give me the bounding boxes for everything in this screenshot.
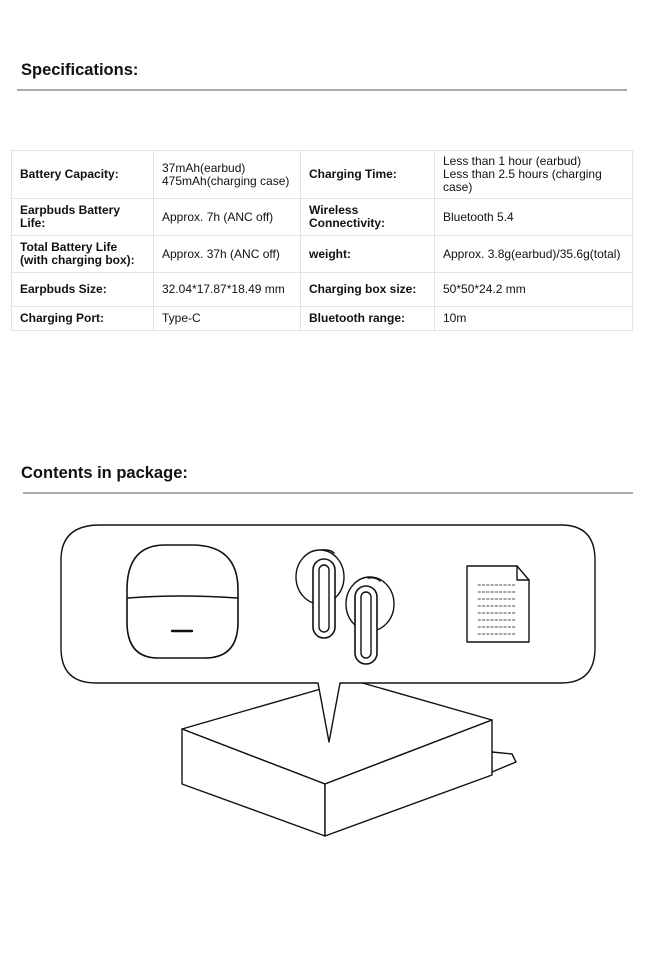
spec-value: Type-C <box>154 307 301 331</box>
spec-label: Bluetooth range: <box>301 307 435 331</box>
spec-label: Earpbuds Size: <box>12 273 154 307</box>
spec-label: weight: <box>301 236 435 273</box>
spec-label: Battery Capacity: <box>12 151 154 199</box>
spec-label: Wireless Connectivity: <box>301 199 435 236</box>
specifications-title: Specifications: <box>21 61 139 79</box>
spec-value: Approx. 7h (ANC off) <box>154 199 301 236</box>
specifications-table <box>11 150 633 331</box>
contents-title: Contents in package: <box>21 464 188 482</box>
spec-label: Total Battery Life (with charging box): <box>12 236 154 273</box>
package-box-icon <box>182 680 516 836</box>
spec-value: 37mAh(earbud) 475mAh(charging case) <box>154 151 301 199</box>
spec-value: Bluetooth 5.4 <box>435 199 633 236</box>
spec-value: Approx. 3.8g(earbud)/35.6g(total) <box>435 236 633 273</box>
package-contents-illustration <box>0 510 665 850</box>
spec-value: 32.04*17.87*18.49 mm <box>154 273 301 307</box>
spec-label: Earpbuds Battery Life: <box>12 199 154 236</box>
table-row <box>12 236 633 273</box>
specifications-divider <box>17 89 627 91</box>
table-row <box>12 199 633 236</box>
spec-label: Charging Port: <box>12 307 154 331</box>
spec-label: Charging box size: <box>301 273 435 307</box>
manual-icon <box>467 566 529 642</box>
table-row <box>12 273 633 307</box>
table-row <box>12 151 633 199</box>
table-row <box>12 307 633 331</box>
spec-value: 10m <box>435 307 633 331</box>
spec-value: 50*50*24.2 mm <box>435 273 633 307</box>
spec-label: Charging Time: <box>301 151 435 199</box>
spec-value: Approx. 37h (ANC off) <box>154 236 301 273</box>
charging-case-icon <box>127 545 238 658</box>
contents-divider <box>23 492 633 494</box>
spec-value: Less than 1 hour (earbud) Less than 2.5 hours (charging case) <box>435 151 633 199</box>
